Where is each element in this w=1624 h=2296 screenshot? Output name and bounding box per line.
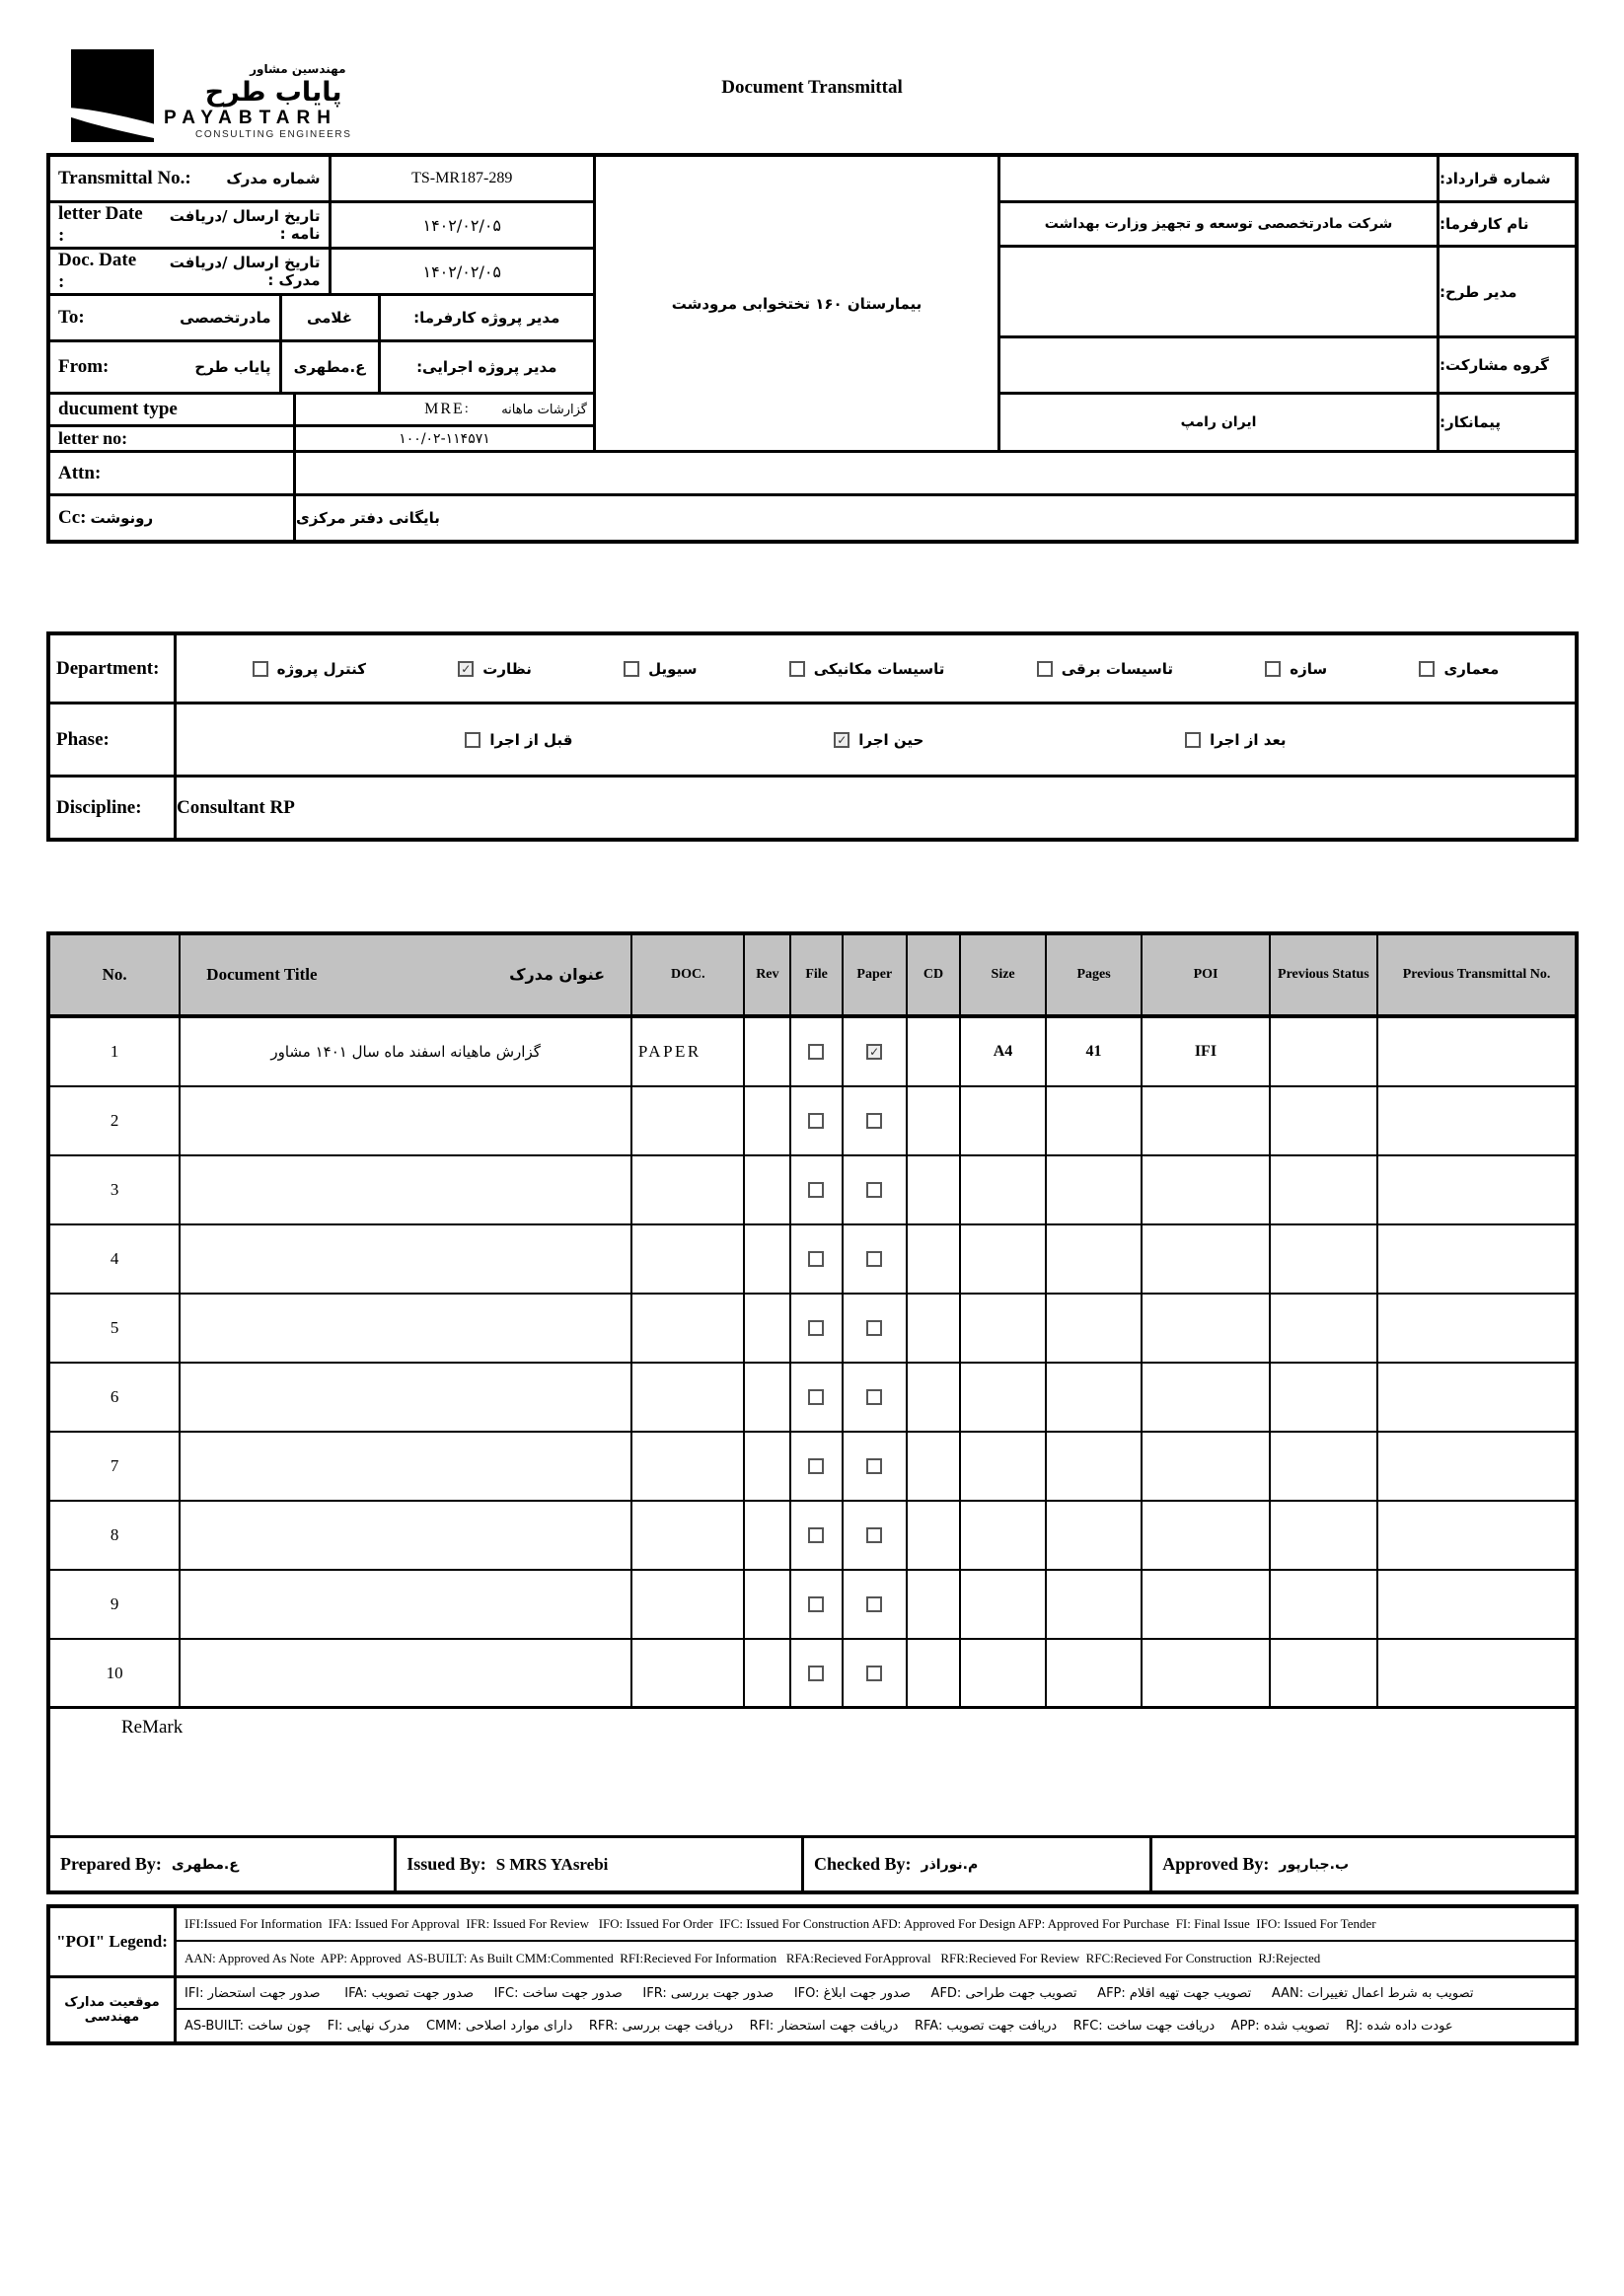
header-paper: Paper [844,935,908,1014]
row-rev [745,1156,791,1223]
checkbox-during-execution[interactable]: ✓ [834,732,849,748]
row-pages [1047,1295,1144,1362]
header-cd: CD [908,935,962,1014]
row-poi [1143,1571,1270,1638]
row-cd [908,1295,962,1362]
row-cd [908,1018,962,1085]
partnership-label: گروه مشارکت: [1437,338,1575,392]
row-document-title [181,1640,632,1706]
paper-checkbox[interactable] [866,1320,882,1336]
row-rev [745,1502,791,1569]
attn-value [296,453,1575,493]
row-no: 10 [50,1640,181,1706]
file-checkbox[interactable] [808,1458,824,1474]
row-size [961,1502,1047,1569]
row-document-title: گزارش ماهیانه اسفند ماه سال ۱۴۰۱ مشاور [181,1018,632,1085]
row-cd [908,1502,962,1569]
header-document-title-fa: عنوان مدرک [509,965,606,984]
phase-option: ✓ حین اجرا [834,731,923,749]
row-cd [908,1433,962,1500]
header-pages: Pages [1047,935,1143,1014]
row-no: 8 [50,1502,181,1569]
doc-date-label: Doc. Date : [58,250,137,292]
row-previous-transmittal-no [1378,1571,1575,1638]
row-pages [1047,1156,1144,1223]
checkbox-supervision[interactable]: ✓ [458,661,474,677]
checkbox-project-control[interactable] [253,661,268,677]
row-pages [1047,1433,1144,1500]
row-rev [745,1087,791,1154]
row-rev [745,1433,791,1500]
row-no: 1 [50,1018,181,1085]
row-doc-type [632,1225,745,1293]
table-row [50,1502,1575,1571]
row-cd [908,1225,962,1293]
row-previous-status [1271,1018,1378,1085]
approved-by-label: Approved By: [1162,1854,1270,1874]
letter-date-label-fa: تاریخ ارسال /دریافت نامه : [169,207,321,243]
header-previous-status: Previous Status [1271,935,1378,1014]
paper-checkbox[interactable] [866,1596,882,1612]
row-document-title [181,1225,632,1293]
checkbox-before-execution[interactable] [465,732,480,748]
row-doc-type [632,1433,745,1500]
table-row [50,1087,1575,1156]
row-poi [1143,1087,1270,1154]
doc-date-value: ۱۴۰۲/۰۲/۰۵ [422,261,502,281]
from-value-fa: پایاب طرح [194,358,271,376]
row-rev [745,1225,791,1293]
row-size [961,1571,1047,1638]
row-size [961,1087,1047,1154]
table-row [50,1433,1575,1502]
department-option: سیویل [624,660,697,678]
logo-en-name: PAYABTARH [164,107,337,128]
poi-legend-en-line2: AAN: Approved As Note APP: Approved AS-BUILT: As Built CMM:Commented RFI:Recieved For Information RFA:Recieved ForApproval RFR:Recieved For Review RFC:Recieved For Construction RJ:Rejected [185,1951,1321,1965]
paper-checkbox[interactable] [866,1389,882,1405]
checkbox-after-execution[interactable] [1185,732,1201,748]
checkbox-architecture[interactable] [1419,661,1435,677]
header-document-title: Document Title [206,965,318,985]
row-previous-status [1271,1295,1378,1362]
row-poi [1143,1640,1270,1706]
row-size [961,1364,1047,1431]
row-no: 5 [50,1295,181,1362]
row-doc-type [632,1087,745,1154]
partnership-value [1000,338,1437,392]
row-pages [1047,1571,1144,1638]
department-items [177,635,1575,702]
row-pages [1047,1502,1144,1569]
file-checkbox[interactable] [808,1320,824,1336]
project-name: بیمارستان ۱۶۰ تختخوابی مرودشت [596,157,1000,450]
prepared-by-value: ع.مطهری [171,1856,239,1873]
plan-manager-value [1000,248,1437,335]
table-row [50,1295,1575,1364]
row-rev [745,1364,791,1431]
row-poi [1143,1364,1270,1431]
table-row [50,1640,1575,1709]
header-doc: DOC. [632,935,745,1014]
contractor-value: ایران رامپ [1180,414,1257,430]
contractor-label: پیمانکار: [1437,395,1575,450]
row-document-title [181,1364,632,1431]
row-document-title [181,1502,632,1569]
row-previous-transmittal-no [1378,1018,1575,1085]
file-checkbox[interactable] [808,1596,824,1612]
table-row [50,1571,1575,1640]
row-poi [1143,1156,1270,1223]
header-file: File [791,935,844,1014]
row-doc-type [632,1295,745,1362]
cc-label-fa: رونوشت [90,509,154,527]
phase-option: بعد از اجرا [1185,731,1286,749]
issued-by-value: S MRS YAsrebi [495,1854,609,1874]
table-header-row [50,935,1575,1018]
row-document-title [181,1156,632,1223]
table-row [50,1225,1575,1295]
classification-table [46,631,1579,842]
to-value-fa: مادرتخصصی [180,309,271,327]
row-document-title [181,1295,632,1362]
row-poi [1143,1295,1270,1362]
row-previous-transmittal-no [1378,1364,1575,1431]
letter-no-value: ۱۰۰/۰۲-۱۱۴۵۷۱ [399,430,490,447]
from-person: ع.مطهری [282,342,381,392]
paper-checkbox[interactable] [866,1527,882,1543]
row-rev [745,1640,791,1706]
checked-by-value: م.نوراذر [921,1856,979,1873]
page-title: Document Transmittal [721,77,903,98]
logo-fa-name: پایاب طرح [204,76,342,108]
row-cd [908,1571,962,1638]
cc-value: بایگانی دفتر مرکزی [296,509,440,527]
row-size [961,1640,1047,1706]
issued-by-label: Issued By: [406,1854,486,1874]
paper-checkbox[interactable] [866,1251,882,1267]
header-no: No. [50,935,181,1014]
row-size [961,1433,1047,1500]
row-cd [908,1640,962,1706]
table-row [50,1364,1575,1433]
row-previous-transmittal-no [1378,1433,1575,1500]
row-cd [908,1364,962,1431]
row-poi [1143,1225,1270,1293]
checkbox-mechanical[interactable] [789,661,805,677]
row-pages [1047,1640,1144,1706]
to-label: To: [58,307,85,328]
row-previous-transmittal-no [1378,1502,1575,1569]
row-previous-transmittal-no [1378,1225,1575,1293]
paper-checkbox[interactable] [866,1458,882,1474]
row-doc-type [632,1571,745,1638]
row-previous-status [1271,1087,1378,1154]
department-option: ✓ نظارت [458,660,532,678]
checked-by-label: Checked By: [814,1854,912,1874]
header-previous-transmittal-no: Previous Transmittal No. [1402,967,1551,983]
table-body [50,1018,1575,1709]
signature-row [50,1838,1575,1890]
row-previous-status [1271,1433,1378,1500]
transmittal-no-value: TS-MR187-289 [411,170,513,186]
row-previous-status [1271,1640,1378,1706]
row-previous-status [1271,1225,1378,1293]
checkbox-structure[interactable] [1265,661,1281,677]
contract-no-label: شماره قرارداد: [1437,157,1575,200]
department-option: معماری [1419,660,1499,678]
paper-checkbox[interactable] [866,1113,882,1129]
row-no: 6 [50,1364,181,1431]
row-doc-type [632,1640,745,1706]
remark-label: ReMark [121,1717,184,1738]
row-pages [1047,1225,1144,1293]
row-cd [908,1156,962,1223]
poi-legend-fa-line2: AS-BUILT: چون ساخت FI: مدرک نهایی CMM: دارای موارد اصلاحی RFR: دریافت جهت بررسی RFI: دریافت جهت استحضار RFA: دریافت جهت تصویب RFC: دریافت جهت ساخت APP: تصویب شده RJ: عودت داده شده [185,2018,1453,2034]
cc-label: Cc: [58,507,87,528]
paper-checkbox[interactable] [866,1666,882,1681]
row-poi: IFI [1143,1018,1270,1085]
from-label: From: [58,356,110,377]
row-previous-transmittal-no [1378,1295,1575,1362]
row-pages: 41 [1047,1018,1144,1085]
poi-legend-fa-label: موقعیت مدارک مهندسی [50,1978,177,2041]
logo-fa-small: مهندسین مشاور [250,61,346,76]
row-document-title [181,1571,632,1638]
doc-date-label-fa: تاریخ ارسال /دریافت مدرک : [169,254,321,289]
approved-by-value: ب.جبارپور [1279,1856,1350,1873]
row-size [961,1225,1047,1293]
row-doc-type [632,1156,745,1223]
attn-label: Attn: [58,462,102,483]
doc-type-code: MRE [424,401,465,417]
file-checkbox[interactable] [808,1666,824,1681]
transmittal-no-label: Transmittal No.: [58,168,191,188]
row-no: 9 [50,1571,181,1638]
discipline-value: Consultant RP [177,796,295,818]
letter-no-label: letter no: [58,428,128,448]
file-checkbox[interactable] [808,1527,824,1543]
department-option: تاسیسات برقی [1037,660,1173,678]
row-previous-transmittal-no [1378,1087,1575,1154]
phase-option: قبل از اجرا [465,731,572,749]
file-checkbox[interactable] [808,1044,824,1060]
client-value: شرکت مادرتخصصی توسعه و تجهیز وزارت بهداشت [1044,216,1393,232]
table-row [50,1018,1575,1087]
paper-checkbox[interactable]: ✓ [866,1044,882,1060]
letter-date-value: ۱۴۰۲/۰۲/۰۵ [422,215,502,235]
table-row [50,1156,1575,1225]
exec-pm-label: مدیر پروژه اجرایی: [416,358,557,376]
department-label: Department: [50,635,177,702]
doc-type-fa: گزارشات ماهانه [501,402,587,417]
file-checkbox[interactable] [808,1182,824,1198]
row-document-title [181,1087,632,1154]
row-previous-transmittal-no [1378,1640,1575,1706]
row-poi [1143,1502,1270,1569]
letter-date-label: letter Date : [58,203,143,246]
logo-tagline: CONSULTING ENGINEERS [195,128,352,140]
remark-section [50,1709,1575,1838]
poi-legend-fa-line1: IFI: صدور جهت استحضار IFA: صدور جهت تصویب IFC: صدور جهت ساخت IFR: صدور جهت بررسی IFO: صدور جهت ابلاغ AFD: تصویب جهت طراحی AFP: تصویب جهت تهیه اقلام AAN: تصویب به شرط اعمال تغییرات [177,1978,1575,2010]
header-poi: POI [1143,935,1270,1014]
department-option: تاسیسات مکانیکی [789,660,945,678]
row-cd [908,1087,962,1154]
row-pages [1047,1087,1144,1154]
row-size [961,1156,1047,1223]
row-rev [745,1018,791,1085]
file-checkbox[interactable] [808,1251,824,1267]
checkbox-electrical[interactable] [1037,661,1053,677]
client-pm-label: مدیر پروژه کارفرما: [413,309,560,327]
header-rev: Rev [745,935,791,1014]
phase-label: Phase: [50,704,177,775]
discipline-label: Discipline: [50,778,177,838]
phase-items [177,704,1575,775]
row-previous-status [1271,1502,1378,1569]
row-no: 2 [50,1087,181,1154]
row-previous-status [1271,1571,1378,1638]
row-rev [745,1295,791,1362]
doc-type-label: ducument type [58,399,178,419]
row-no: 7 [50,1433,181,1500]
row-previous-status [1271,1156,1378,1223]
row-no: 4 [50,1225,181,1293]
to-person: غلامی [282,296,381,339]
transmittal-no-label-fa: شماره مدرک [226,170,321,187]
row-doc-type: PAPER [632,1018,745,1085]
row-size: A4 [961,1018,1047,1085]
poi-legend-en-line1: IFI:Issued For Information IFA: Issued For Approval IFR: Issued For Review IFO: Issued For Order IFC: Issued For Construction AFD: Approved For Design AFP: Approved For Purchase FI: Final Issue IFO: Issued For Tender [177,1908,1575,1942]
row-doc-type [632,1502,745,1569]
row-no: 3 [50,1156,181,1223]
prepared-by-label: Prepared By: [60,1854,162,1874]
row-previous-status [1271,1364,1378,1431]
row-rev [745,1571,791,1638]
contract-no-value [1000,157,1437,200]
plan-manager-label: مدیر طرح: [1437,248,1575,335]
row-pages [1047,1364,1144,1431]
row-document-title [181,1433,632,1500]
doc-type-colon: : [464,402,469,416]
row-poi [1143,1433,1270,1500]
poi-legend [46,1904,1579,2045]
row-doc-type [632,1364,745,1431]
poi-legend-label: "POI" Legend: [50,1908,177,1975]
header-size: Size [961,935,1047,1014]
row-size [961,1295,1047,1362]
checkbox-civil[interactable] [624,661,639,677]
department-option: کنترل پروژه [253,660,366,678]
paper-checkbox[interactable] [866,1182,882,1198]
file-checkbox[interactable] [808,1389,824,1405]
client-label: نام کارفرما: [1437,203,1575,245]
transmittal-info-table [46,153,1579,544]
document-list-table [46,931,1579,1894]
department-option: سازه [1265,660,1327,678]
file-checkbox[interactable] [808,1113,824,1129]
row-previous-transmittal-no [1378,1156,1575,1223]
